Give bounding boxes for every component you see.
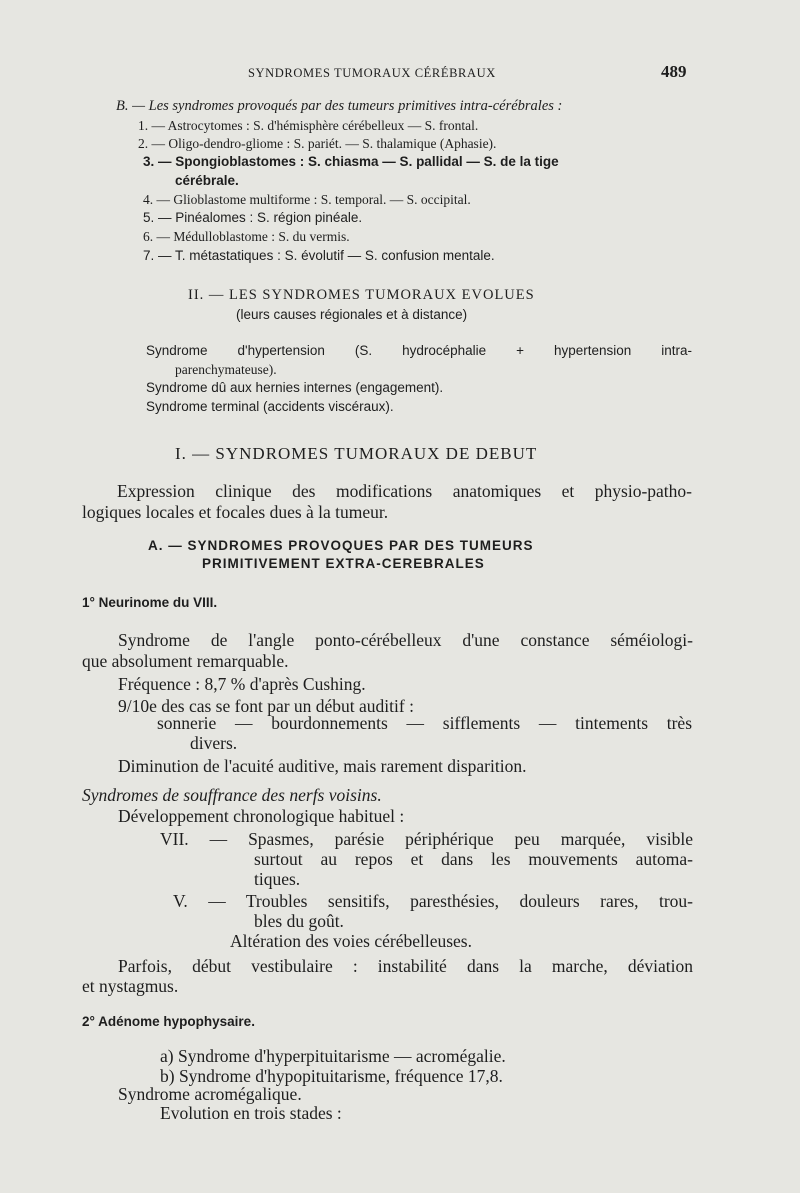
section-i-title: I. — SYNDROMES TUMORAUX DE DEBUT xyxy=(175,444,538,463)
page-number: 489 xyxy=(661,62,687,81)
text-line: Fréquence : 8,7 % d'après Cushing. xyxy=(118,674,366,694)
text-line: a) Syndrome d'hyperpituitarisme — acromégalie. xyxy=(160,1046,506,1066)
list-item: 7. — T. métastatiques : S. évolutif — S. confusion mentale. xyxy=(143,248,495,263)
list-item: 5. — Pinéalomes : S. région pinéale. xyxy=(143,210,363,225)
text-line: Expression clinique des modifications anatomiques et physio-patho- xyxy=(117,481,692,501)
text-line: et nystagmus. xyxy=(82,976,179,996)
text-line: bles du goût. xyxy=(254,911,344,931)
subsection-a-heading: PRIMITIVEMENT EXTRA-CEREBRALES xyxy=(202,556,485,571)
text-line: Syndrome de l'angle ponto-cérébelleux d'une constance séméiologi- xyxy=(118,630,693,650)
text-line: Syndrome d'hypertension (S. hydrocéphalie + hypertension intra- xyxy=(146,343,692,358)
section-ii-title: II. — LES SYNDROMES TUMORAUX EVOLUES xyxy=(188,287,535,303)
text-line: 9/10e des cas se font par un début auditif : xyxy=(118,696,414,716)
text-line: Parfois, début vestibulaire : instabilité dans la marche, déviation xyxy=(118,956,693,976)
list-item: 6. — Médulloblastome : S. du vermis. xyxy=(143,229,350,244)
list-item: cérébrale. xyxy=(175,173,239,188)
subsection-a-heading: A. — SYNDROMES PROVOQUES PAR DES TUMEURS xyxy=(148,538,534,553)
adenome-heading: 2° Adénome hypophysaire. xyxy=(82,1014,255,1029)
text-line: parenchymateuse). xyxy=(175,362,277,377)
text-line: tiques. xyxy=(254,869,301,889)
list-item: 4. — Glioblastome multiforme : S. temporal. — S. occipital. xyxy=(143,192,471,207)
text-line: V. — Troubles sensitifs, paresthésies, douleurs rares, trou- xyxy=(173,891,693,911)
text-line: Syndrome acromégalique. xyxy=(118,1084,302,1104)
text-line: sonnerie — bourdonnements — sifflements — tintements très xyxy=(157,713,692,733)
text-line: logiques locales et focales dues à la tumeur. xyxy=(82,502,389,522)
text-line: Syndromes de souffrance des nerfs voisins. xyxy=(82,785,382,805)
text-line: b) Syndrome d'hypopituitarisme, fréquence 17,8. xyxy=(160,1066,503,1086)
text-line: VII. — Spasmes, parésie périphérique peu marquée, visible xyxy=(160,829,693,849)
text-line: Syndrome dû aux hernies internes (engagement). xyxy=(146,380,444,395)
list-item: 2. — Oligo-dendro-gliome : S. pariét. — S. thalamique (Aphasie). xyxy=(138,136,497,151)
text-line: Développement chronologique habituel : xyxy=(118,806,405,826)
section-ii-subtitle: (leurs causes régionales et à distance) xyxy=(236,307,468,322)
neurinome-heading: 1° Neurinome du VIII. xyxy=(82,595,218,610)
list-item: 3. — Spongioblastomes : S. chiasma — S. pallidal — S. de la tige xyxy=(143,154,559,169)
text-line: Altération des voies cérébelleuses. xyxy=(230,931,472,951)
text-line: Diminution de l'acuité auditive, mais rarement disparition. xyxy=(118,756,527,776)
text-line: Evolution en trois stades : xyxy=(160,1103,342,1123)
section-b-heading: B. — Les syndromes provoqués par des tumeurs primitives intra-cérébrales : xyxy=(116,98,563,114)
text-line: Syndrome terminal (accidents viscéraux). xyxy=(146,399,394,414)
text-line: surtout au repos et dans les mouvements automa- xyxy=(254,849,693,869)
running-header: SYNDROMES TUMORAUX CÉRÉBRAUX xyxy=(248,66,496,80)
text-line: que absolument remarquable. xyxy=(82,651,289,671)
text-line: divers. xyxy=(190,733,238,753)
list-item: 1. — Astrocytomes : S. d'hémisphère cérébelleux — S. frontal. xyxy=(138,118,479,133)
